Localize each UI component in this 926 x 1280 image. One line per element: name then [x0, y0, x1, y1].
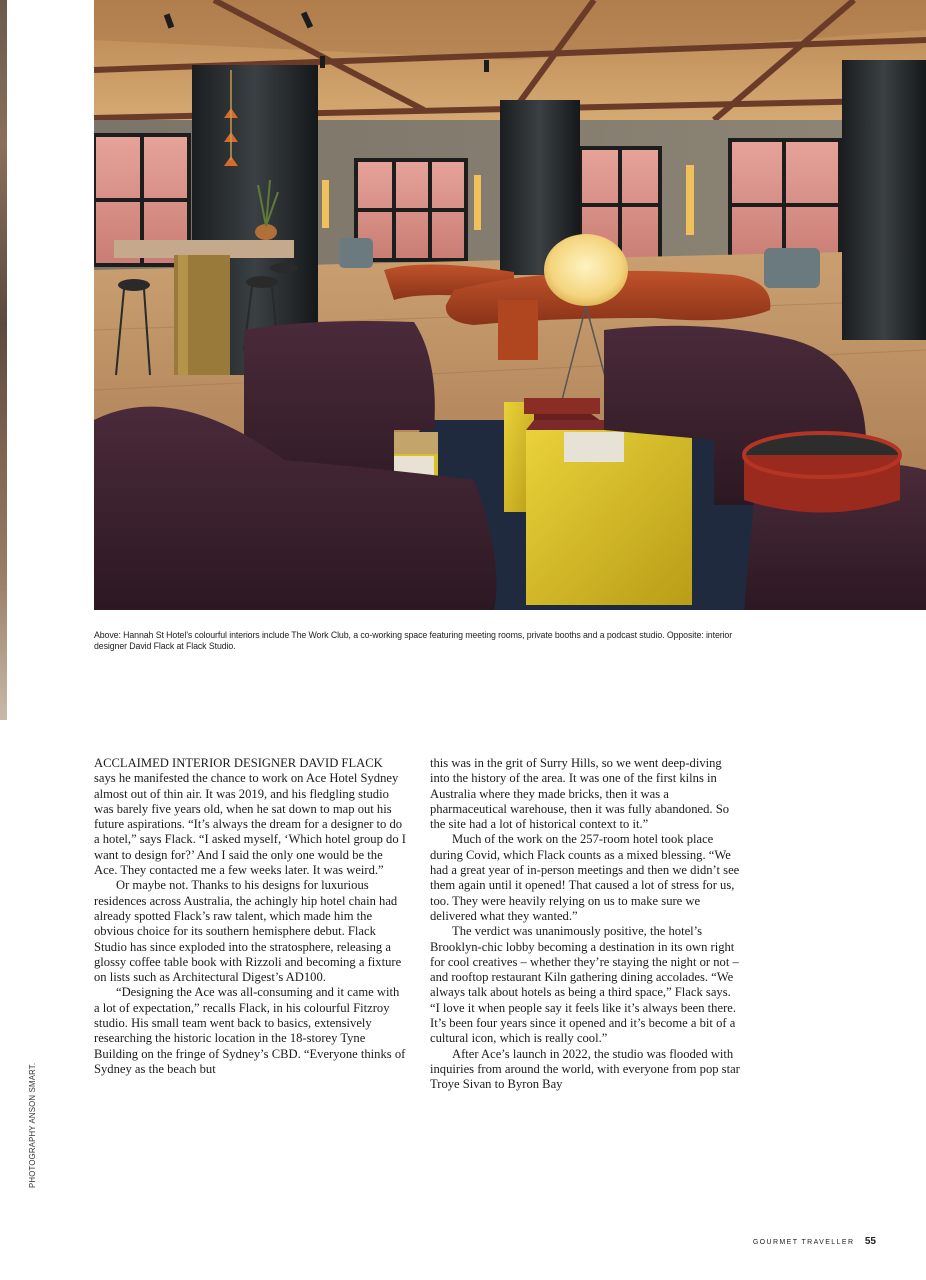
adjacent-page-edge	[0, 0, 7, 720]
article-paragraph: Or maybe not. Thanks to his designs for luxurious residences across Australia, the achingly hip hotel chain had already spotted Flack’s raw talent, which made him the obvious choice for its southern hemisphere debut. Flack Studio has since exploded into the stratosphere, releasing a glossy coffee table book with Rizzoli and becoming a fixture on lists such as Architectural Digest’s AD100.	[94, 878, 402, 985]
article-paragraph: this was in the grit of Surry Hills, so we went deep-diving into the history of the area. It was one of the first kilns in Australia where they made bricks, then it was a pharmaceutical warehouse, then it was fully abandoned. So the site had a lot of historical context to it.”	[430, 756, 730, 832]
article-paragraph: Much of the work on the 257-room hotel took place during Covid, which Flack counts as a mixed blessing. “We had a great year of in-person meetings and then we didn’t see them again until it opened! That caused a lot of stress for us, too. They were heavily relying on us to make sure we delivered what they wanted.”	[430, 832, 740, 923]
photo-caption: Above: Hannah St Hotel’s colourful interiors include The Work Club, a co-working space featuring meeting rooms, private booths and a podcast studio. Opposite: interior designer David Flack at Flack Studio.	[94, 630, 733, 651]
page-number: 55	[864, 1236, 876, 1247]
interior-photo	[94, 0, 926, 610]
article-column-left	[94, 756, 406, 1077]
page-folio	[753, 1231, 876, 1249]
interior-illustration	[94, 0, 926, 610]
article-paragraph: The verdict was unanimously positive, the hotel’s Brooklyn-chic lobby becoming a destination in its own right for cool creatives – whether they’re staying the night or not – and rooftop restaurant Kiln gathering dining accolades. “We always talk about hotels as being a third space,” Flack says. “I love it when people say it feels like it’s always been there. It’s been four years since it opened and it’s become a bit of a cultural icon, which is really cool.”	[430, 924, 739, 1046]
article-paragraph: ACCLAIMED INTERIOR DESIGNER DAVID FLACK says he manifested the chance to work on Ace Hotel Sydney almost out of thin air. It was 2019, and his fledgling studio was barely five years old, when he sat down to map out his future aspirations. “It’s always the dream for a designer to do a hotel,” says Flack. “I asked myself, ‘Which hotel group do I want to design for?’ And I said the only one would be the Ace. They contacted me a few weeks later. It was weird.”	[94, 756, 406, 878]
photo-credit: PHOTOGRAPHY ANSON SMART.	[28, 1062, 37, 1188]
article-paragraph: “Designing the Ace was all-consuming and it came with a lot of expectation,” recalls Flack, in his colourful Fitzroy studio. His small team went back to basics, extensively researching the historic location in the 18-storey Tyne Building on the fringe of Sydney’s CBD. “Everyone thinks of Sydney as the beach but	[94, 985, 406, 1076]
publication-name: GOURMET TRAVELLER	[752, 1239, 855, 1246]
article-column-right	[430, 756, 742, 1093]
article-paragraph: After Ace’s launch in 2022, the studio was flooded with inquiries from around the world, with everyone from pop star Troye Sivan to Byron Bay	[430, 1046, 740, 1092]
